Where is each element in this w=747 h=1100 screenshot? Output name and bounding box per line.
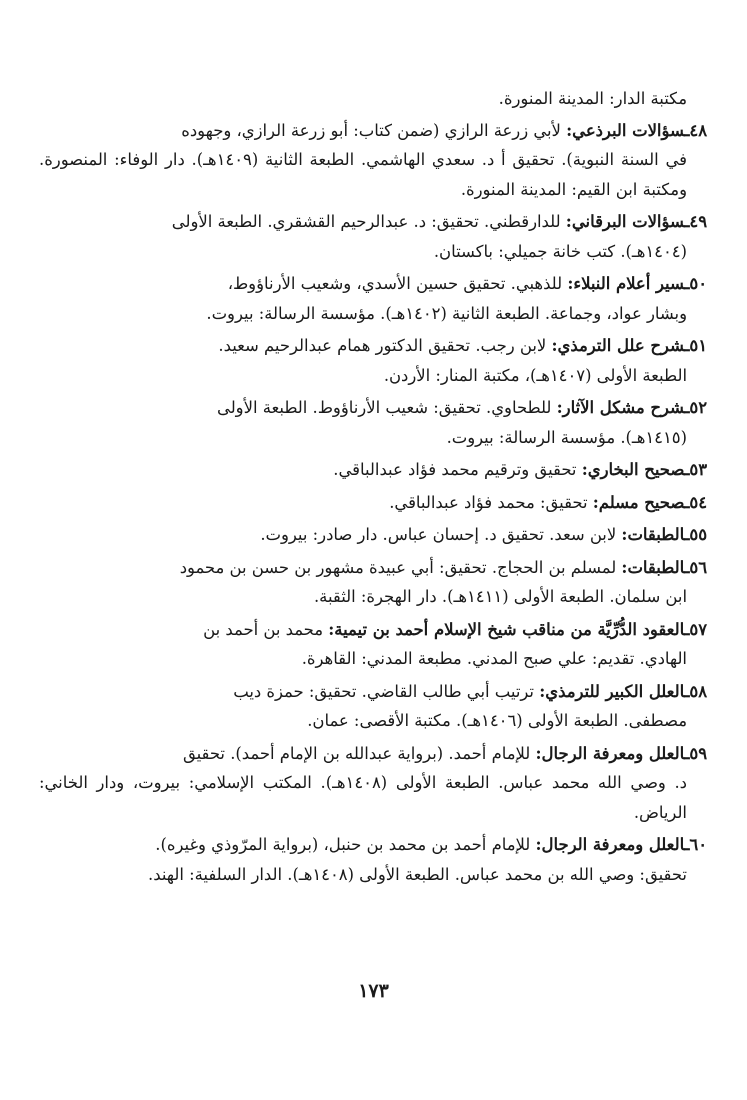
entry-continuation: ابن سلمان. الطبعة الأولى (١٤١١هـ). دار الهجرة: الثقبة.: [313, 587, 687, 606]
entry-number: ٤٨ـ: [684, 120, 707, 140]
entry-continuation: مصطفى. الطبعة الأولى (١٤٠٦هـ). مكتبة الأقصى: عمان.: [307, 711, 687, 730]
reference-entry: [39, 455, 707, 485]
entry-text: ترتيب أبي طالب القاضي. تحقيق: حمزة ديب: [233, 681, 540, 701]
entry-text: للذهبي. تحقيق حسين الأسدي، وشعيب الأرناؤوط،: [227, 274, 568, 293]
page-number: ١٧٣: [358, 980, 389, 1002]
entry-text: تحقيق وترقيم محمد فؤاد عبدالباقي.: [333, 460, 582, 479]
entry-text: لابن رجب. تحقيق الدكتور همام عبدالرحيم سعيد.: [218, 336, 552, 355]
entry-title: العلل ومعرفة الرجال:: [535, 743, 685, 763]
entry-number: ٦٠ـ: [684, 835, 707, 854]
entry-text: للطحاوي. تحقيق: شعيب الأرناؤوط. الطبعة الأولى: [217, 398, 557, 417]
entry-title: شرح علل الترمذي:: [551, 336, 685, 355]
entry-continuation: وبشار عواد، وجماعة. الطبعة الثانية (١٤٠٢هـ). مؤسسة الرسالة: بيروت.: [206, 303, 687, 323]
entry-number: ٥١ـ: [684, 336, 707, 355]
reference-entry: [39, 677, 707, 736]
entry-title: الطبقات:: [621, 525, 685, 544]
entry-text: محمد بن أحمد بن: [203, 619, 329, 639]
reference-entry: [39, 393, 707, 452]
reference-entry: [39, 553, 707, 612]
entry-continuation: في السنة النبوية). تحقيق أ د. سعدي الهاشمي. الطبعة الثانية (١٤٠٩هـ). دار الوفاء: المنصورة. ومكتبة ابن القيم: المدينة المنورة.: [39, 150, 687, 199]
entry-title: العقود الدُّرِّيَّة من مناقب شيخ الإسلام أحمد بن تيمية:: [328, 619, 685, 639]
entry-text: لابن سعد. تحقيق د. إحسان عباس. دار صادر: بيروت.: [260, 525, 622, 544]
entry-number: ٥٣ـ: [684, 460, 707, 479]
reference-entry: [39, 331, 707, 390]
entry-title: سؤالات البرذعي:: [566, 120, 685, 140]
reference-entry: [39, 207, 707, 266]
reference-list: [39, 84, 707, 892]
entry-number: ٥٥ـ: [684, 525, 707, 544]
entry-text: لأبي زرعة الرازي (ضمن كتاب: أبو زرعة الرازي، وجهوده: [181, 120, 567, 140]
reference-entry: [39, 739, 707, 828]
entry-continuation: (١٤١٥هـ). مؤسسة الرسالة: بيروت.: [446, 427, 687, 447]
entry-continuation: د. وصي الله محمد عباس. الطبعة الأولى (١٤٠٨هـ). المكتب الإسلامي: بيروت، ودار الخاني: الرياض.: [39, 773, 687, 822]
entry-continuation: تحقيق: وصي الله بن محمد عباس. الطبعة الأولى (١٤٠٨هـ). الدار السلفية: الهند.: [148, 864, 687, 884]
entry-number: ٥٦ـ: [684, 557, 707, 577]
reference-entry: [39, 615, 707, 674]
entry-title: صحيح مسلم:: [592, 492, 685, 512]
reference-entry: [39, 269, 707, 328]
entry-number: ٥٨ـ: [684, 681, 707, 701]
reference-entry: [39, 488, 707, 518]
entry-continuation: (١٤٠٤هـ). كتب خانة جميلي: باكستان.: [433, 241, 687, 261]
entry-text: للإمام أحمد بن محمد بن حنبل، (برواية المرّوذي وغيره).: [155, 835, 536, 854]
entry-title: سؤالات البرقاني:: [565, 212, 685, 231]
entry-number: ٥٧ـ: [684, 619, 707, 639]
entry-number: ٥٠ـ: [684, 274, 707, 293]
reference-entry: [39, 830, 707, 889]
reference-entry: [39, 520, 707, 550]
entry-title: العلل ومعرفة الرجال:: [535, 835, 685, 854]
entry-continuation: الهادي. تقديم: علي صبح المدني. مطبعة المدني: القاهرة.: [301, 649, 687, 668]
entry-text: للدارقطني. تحقيق: د. عبدالرحيم القشقري. الطبعة الأولى: [171, 212, 566, 231]
entry-title: صحيح البخاري:: [581, 460, 685, 479]
entry-text: للإمام أحمد. (برواية عبدالله بن الإمام أحمد). تحقيق: [182, 743, 536, 763]
entry-title: سير أعلام النبلاء:: [567, 274, 685, 293]
continuation-line: مكتبة الدار: المدينة المنورة.: [498, 89, 687, 108]
entry-number: ٥٩ـ: [684, 743, 707, 763]
entry-text: لمسلم بن الحجاج. تحقيق: أبي عبيدة مشهور بن حسن بن محمود: [179, 557, 622, 577]
entry-number: ٤٩ـ: [684, 212, 707, 231]
entry-number: ٥٢ـ: [684, 398, 707, 417]
entry-title: العلل الكبير للترمذي:: [539, 681, 685, 701]
entry-title: شرح مشكل الآثار:: [556, 398, 685, 417]
entry-number: ٥٤ـ: [684, 492, 707, 512]
entry-title: الطبقات:: [621, 557, 685, 577]
reference-entry: [39, 116, 707, 205]
entry-continuation: الطبعة الأولى (١٤٠٧هـ)، مكتبة المنار: الأردن.: [383, 365, 687, 385]
entry-text: تحقيق: محمد فؤاد عبدالباقي.: [389, 492, 593, 512]
